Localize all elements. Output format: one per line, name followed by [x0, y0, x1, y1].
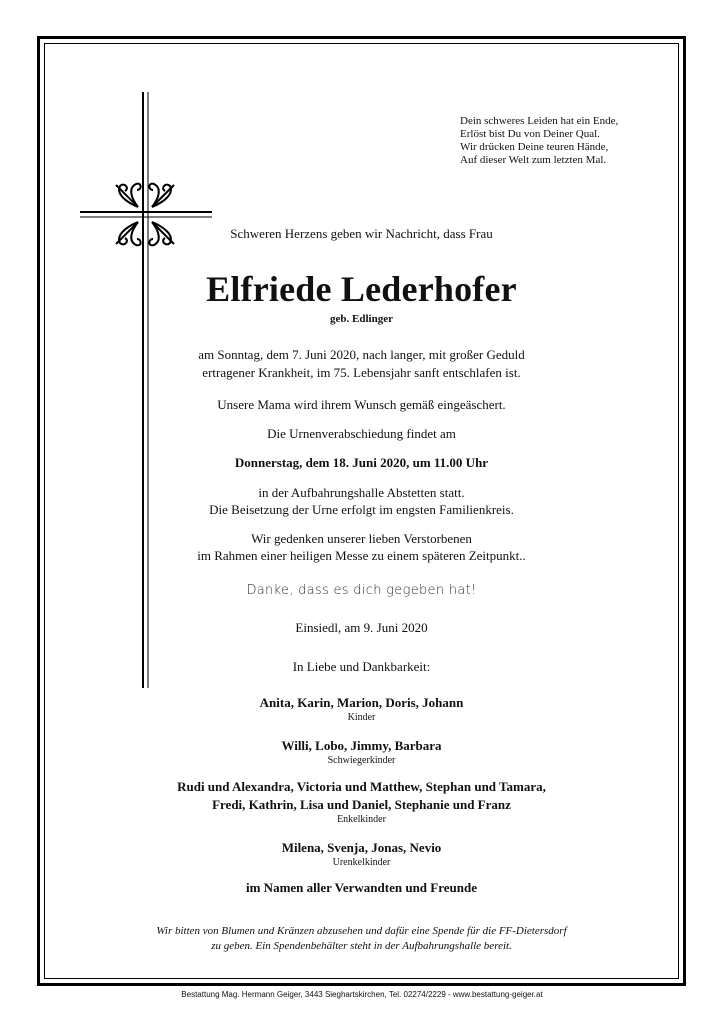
mass-line: Wir gedenken unserer lieben Verstorbenen — [251, 531, 472, 546]
birth-name: geb. Edlinger — [330, 313, 393, 325]
mourner-names-line: Fredi, Kathrin, Lisa und Daniel, Stephanie und Franz — [212, 797, 511, 812]
poem-line: Auf dieser Welt zum letzten Mal. — [460, 154, 607, 166]
mourner-names: Anita, Karin, Marion, Doris, Johann — [259, 695, 464, 710]
cremation-text: Unsere Mama wird ihrem Wunsch gemäß eingeäschert. — [217, 397, 506, 412]
death-line: am Sonntag, dem 7. Juni 2020, nach langer, mit großer Geduld — [198, 347, 525, 362]
footer: Bestattung Mag. Hermann Geiger, 3443 Sieghartskirchen, Tel. 02274/2229 - www.bestattung-geiger.at — [181, 990, 543, 999]
farewell-date: Donnerstag, dem 18. Juni 2020, um 11.00 Uhr — [234, 455, 489, 470]
mourner-names: Milena, Svenja, Jonas, Nevio — [281, 840, 442, 855]
farewell-intro: Die Urnenverabschiedung findet am — [267, 426, 456, 441]
mourner-relation: Schwiegerkinder — [327, 755, 396, 766]
location-text — [44, 484, 679, 518]
mourner-relation: Kinder — [347, 712, 376, 723]
poem-line: Erlöst bist Du von Deiner Qual. — [460, 128, 600, 140]
note-line: zu geben. Ein Spendenbehälter steht in der Aufbahrungshalle bereit. — [211, 940, 512, 952]
mourner-relation: Enkelkinder — [337, 814, 386, 825]
poem-line: Wir drücken Deine teuren Hände, — [460, 141, 609, 153]
place-date: Einsiedl, am 9. Juni 2020 — [295, 620, 428, 635]
death-line: ertragener Krankheit, im 75. Lebensjahr sanft entschlafen ist. — [202, 365, 521, 380]
mass-line: im Rahmen einer heiligen Messe zu einem späteren Zeitpunkt.. — [197, 548, 526, 563]
death-text — [44, 346, 679, 382]
location-line: Die Beisetzung der Urne erfolgt im engsten Familienkreis. — [209, 502, 514, 517]
intro-text: Schweren Herzens geben wir Nachricht, dass Frau — [230, 226, 493, 241]
all-relatives: im Namen aller Verwandten und Freunde — [245, 880, 477, 895]
poem — [460, 115, 618, 167]
mourner-relation: Urenkelkinder — [332, 857, 391, 868]
in-love-text: In Liebe und Dankbarkeit: — [292, 659, 431, 674]
thanks-text: Danke, dass es dich gegeben hat! — [246, 583, 477, 598]
mourner-names-line: Rudi und Alexandra, Victoria und Matthew, Stephan und Tamara, — [177, 779, 546, 794]
poem-line: Dein schweres Leiden hat ein Ende, — [460, 115, 619, 127]
note-line: Wir bitten von Blumen und Kränzen abzusehen und dafür eine Spende für die FF-Dietersdorf — [156, 925, 567, 937]
ornamental-cross-icon — [76, 90, 216, 690]
mass-text — [44, 530, 679, 564]
deceased-name: Elfriede Lederhofer — [206, 269, 517, 309]
donation-note — [44, 924, 679, 954]
location-line: in der Aufbahrungshalle Abstetten statt. — [258, 485, 465, 500]
mourner-names — [44, 778, 679, 814]
mourner-names: Willi, Lobo, Jimmy, Barbara — [281, 738, 442, 753]
